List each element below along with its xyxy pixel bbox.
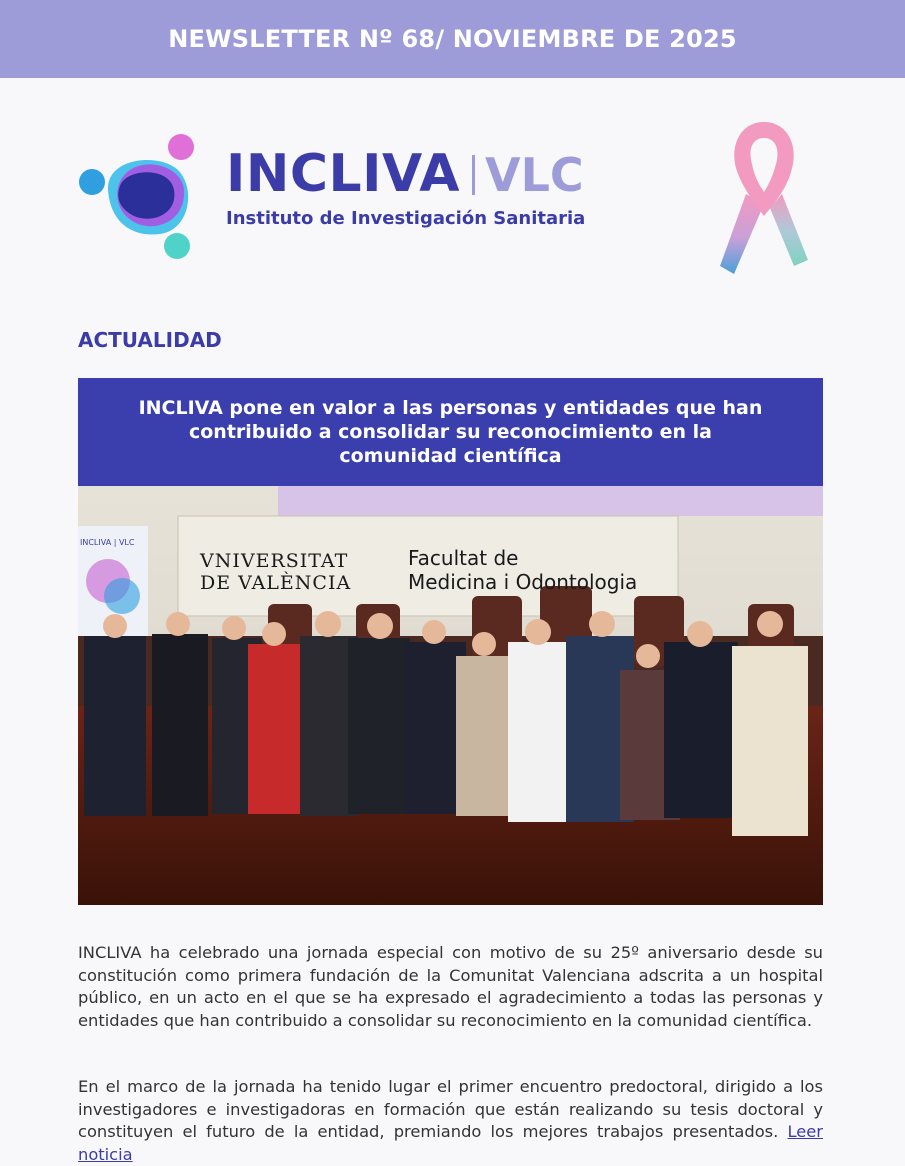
news-paragraph-2 [78,1076,823,1166]
sign-left-line-2: DE VALÈNCIA [200,572,352,594]
photo-rollup-brand: INCLIVA | VLC [80,538,135,547]
news-photo[interactable] [78,486,823,905]
read-more-link[interactable]: Leer noticia [78,1122,823,1164]
newsletter-header [0,0,905,78]
news-card[interactable] [78,378,823,905]
awareness-ribbon-icon [716,116,812,278]
news-paragraph-2-text: En el marco de la jornada ha tenido lugar el primer encuentro predoctoral, dirigido a los investigadores e investigadoras en formación que están realizando su tesis doctoral y constituyen el futuro de la entidad, premiando los mejores trabajos presentados. [78,1077,823,1142]
photo-sign-left [200,550,351,594]
logo-wordmark [226,144,584,204]
news-paragraph-1: INCLIVA ha celebrado una jornada especial con motivo de su 25º aniversario desde su constitución como primera fundación de la Comunitat Valenciana adscrita a un hospital público, en un acto en el que se ha expresado el agradecimiento a todas las personas y entidades que han contribuido a consolidar su reconocimiento en la comunidad científica. [78,943,823,1030]
newsletter-title: NEWSLETTER Nº 68/ NOVIEMBRE DE 2025 [168,25,737,53]
news-headline[interactable]: INCLIVA pone en valor a las personas y entidades que han contribuido a consolidar su reconocimiento en la comunidad científica [78,378,823,486]
photo-sign-right [408,546,637,594]
logo-suffix: VLC [484,148,584,202]
logo-name: INCLIVA [226,144,460,204]
incliva-logo[interactable] [78,130,598,270]
sign-right-line-2: Medicina i Odontologia [408,570,638,594]
logo-separator [472,155,475,195]
section-title: ACTUALIDAD [78,328,222,352]
sign-left-line-1: VNIVERSITAT [200,550,349,572]
sign-right-line-1: Facultat de [408,546,519,570]
logo-subtitle: Instituto de Investigación Sanitaria [226,208,586,229]
incliva-logo-mark-icon [78,130,208,270]
